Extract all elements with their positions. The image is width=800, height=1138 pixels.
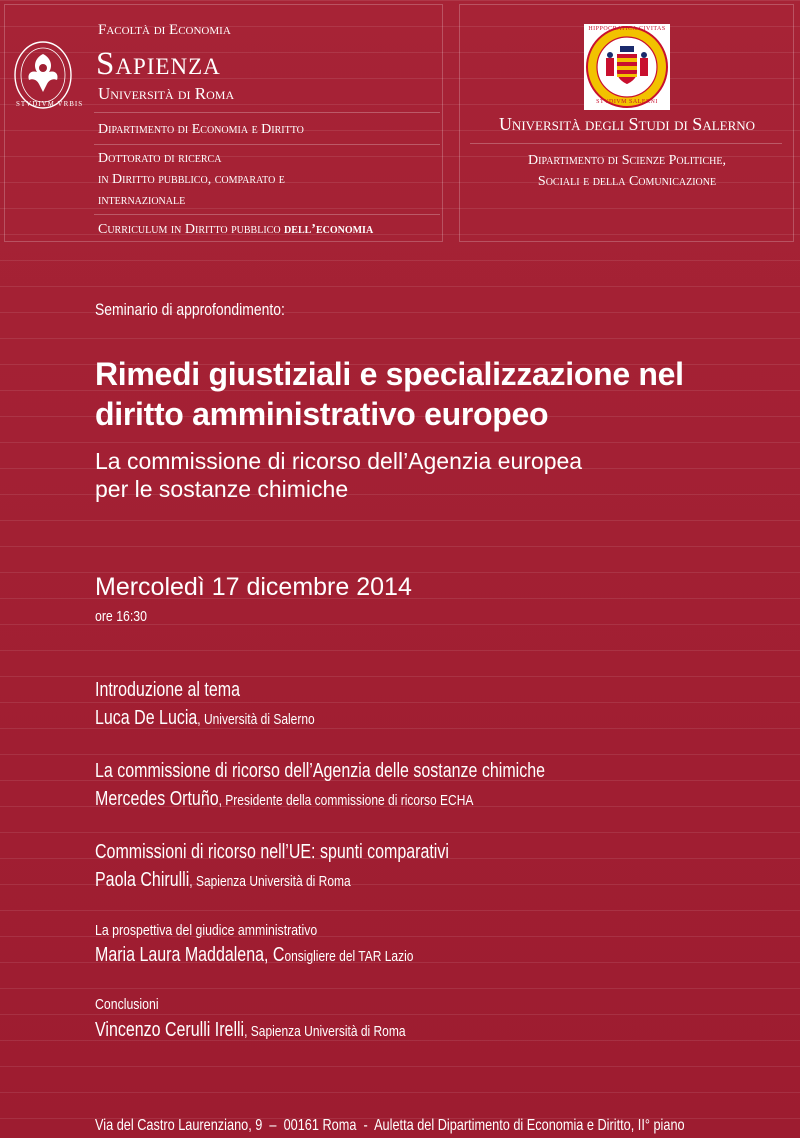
event-kicker-text: Seminario di approfondimento: <box>95 300 285 319</box>
program-speaker-2 <box>95 788 568 811</box>
seal-caption-top: HIPPOCRATICA CIVITAS <box>588 26 666 32</box>
doctorate-line-3: internazionale <box>98 193 186 208</box>
program-speaker-2-wrap <box>95 788 473 811</box>
curriculum-text: Curriculum in Diritto pubblico <box>98 222 285 237</box>
program-speaker-3-wrap <box>95 869 351 892</box>
program-speaker-3-name: Paola Chirulli <box>95 869 190 891</box>
university-name: Sapienza <box>96 46 221 82</box>
program-speaker-4-wrap <box>95 944 413 967</box>
curriculum-line <box>98 222 373 238</box>
event-time-text: ore 16:30 <box>95 608 147 625</box>
salerno-department-line-1: Dipartimento di Scienze Politiche, <box>528 153 726 168</box>
program-topic-5 <box>95 996 173 1014</box>
footer-address <box>95 1117 800 1135</box>
program-speaker-5-name: Vincenzo Cerulli Irelli <box>95 1019 245 1041</box>
salerno-seal <box>584 24 670 110</box>
program-speaker-4-affiliation-a: , C <box>264 944 285 966</box>
faculty-name: Facoltà di Economia <box>98 22 231 38</box>
salerno-seal-icon <box>584 24 670 110</box>
program-speaker-5-affiliation: , Sapienza Università di Roma <box>244 1023 406 1040</box>
program-topic-5-text: Conclusioni <box>95 996 159 1013</box>
header-divider-1 <box>94 112 440 113</box>
event-time <box>95 608 158 626</box>
program-speaker-4-affiliation-b: onsigliere del TAR Lazio <box>284 948 414 965</box>
program-speaker-4-name: Maria Laura Maddalena <box>95 944 264 966</box>
event-subtitle-line-2: per le sostanze chimiche <box>95 476 349 502</box>
program-topic-2-text: La commissione di ricorso dell’Agenzia delle sostanze chimiche <box>95 760 545 782</box>
program-speaker-1-name: Luca De Lucia <box>95 707 198 729</box>
salerno-department-line-2: Sociali e della Comunicazione <box>537 174 717 189</box>
header-divider-2 <box>94 144 440 145</box>
university-subtitle: Università di Roma <box>98 84 235 103</box>
program-speaker-2-name: Mercedes Ortuño <box>95 788 219 810</box>
seal-caption-bottom: STVDIVM SALERNI <box>596 99 658 105</box>
program-speaker-1 <box>95 707 370 730</box>
program-topic-1-text: Introduzione al tema <box>95 679 240 701</box>
program-speaker-2-affiliation: , Presidente della commissione di ricorso ECHA <box>218 792 474 809</box>
program-speaker-5 <box>95 1019 483 1042</box>
curriculum-bold: dell’economia <box>284 222 374 237</box>
doctorate-line-2: in Diritto pubblico, comparato e <box>98 172 285 187</box>
salerno-university-name: Università degli Studi di Salerno <box>498 114 756 134</box>
program-speaker-4 <box>95 944 493 967</box>
program-topic-1 <box>95 679 276 702</box>
program-speaker-3 <box>95 869 415 892</box>
program-topic-4 <box>95 922 366 940</box>
header-divider-3 <box>94 214 440 215</box>
doctorate-line-1: Dottorato di ricerca <box>98 151 222 166</box>
event-subtitle-line-1: La commissione di ricorso dell’Agenzia europea <box>95 448 583 474</box>
program-topic-3-text: Commissioni di ricorso nell’UE: spunti comparativi <box>95 841 449 863</box>
event-title-line-1: Rimedi giustiziali e specializzazione nel <box>95 356 684 392</box>
header-right-divider <box>470 143 782 144</box>
program-speaker-1-affiliation: , Università di Salerno <box>197 711 315 728</box>
event-title-line-2: diritto amministrativo europeo <box>95 396 549 432</box>
event-date: Mercoledì 17 dicembre 2014 <box>95 573 412 601</box>
footer-address-text: Via del Castro Laurenziano, 9 – 00161 Roma - Auletta del Dipartimento di Economia e Diritto, II° piano <box>95 1117 685 1134</box>
event-kicker <box>95 300 327 320</box>
program-speaker-5-wrap <box>95 1019 406 1042</box>
program-topic-4-text: La prospettiva del giudice amministrativo <box>95 922 318 939</box>
program-speaker-1-wrap <box>95 707 315 730</box>
department-name: Dipartimento di Economia e Diritto <box>98 122 304 137</box>
program-speaker-3-affiliation: , Sapienza Università di Roma <box>189 873 351 890</box>
logo-motto: STVDIVM VRBIS <box>16 100 84 108</box>
program-topic-3 <box>95 841 537 864</box>
program-topic-2 <box>95 760 658 783</box>
